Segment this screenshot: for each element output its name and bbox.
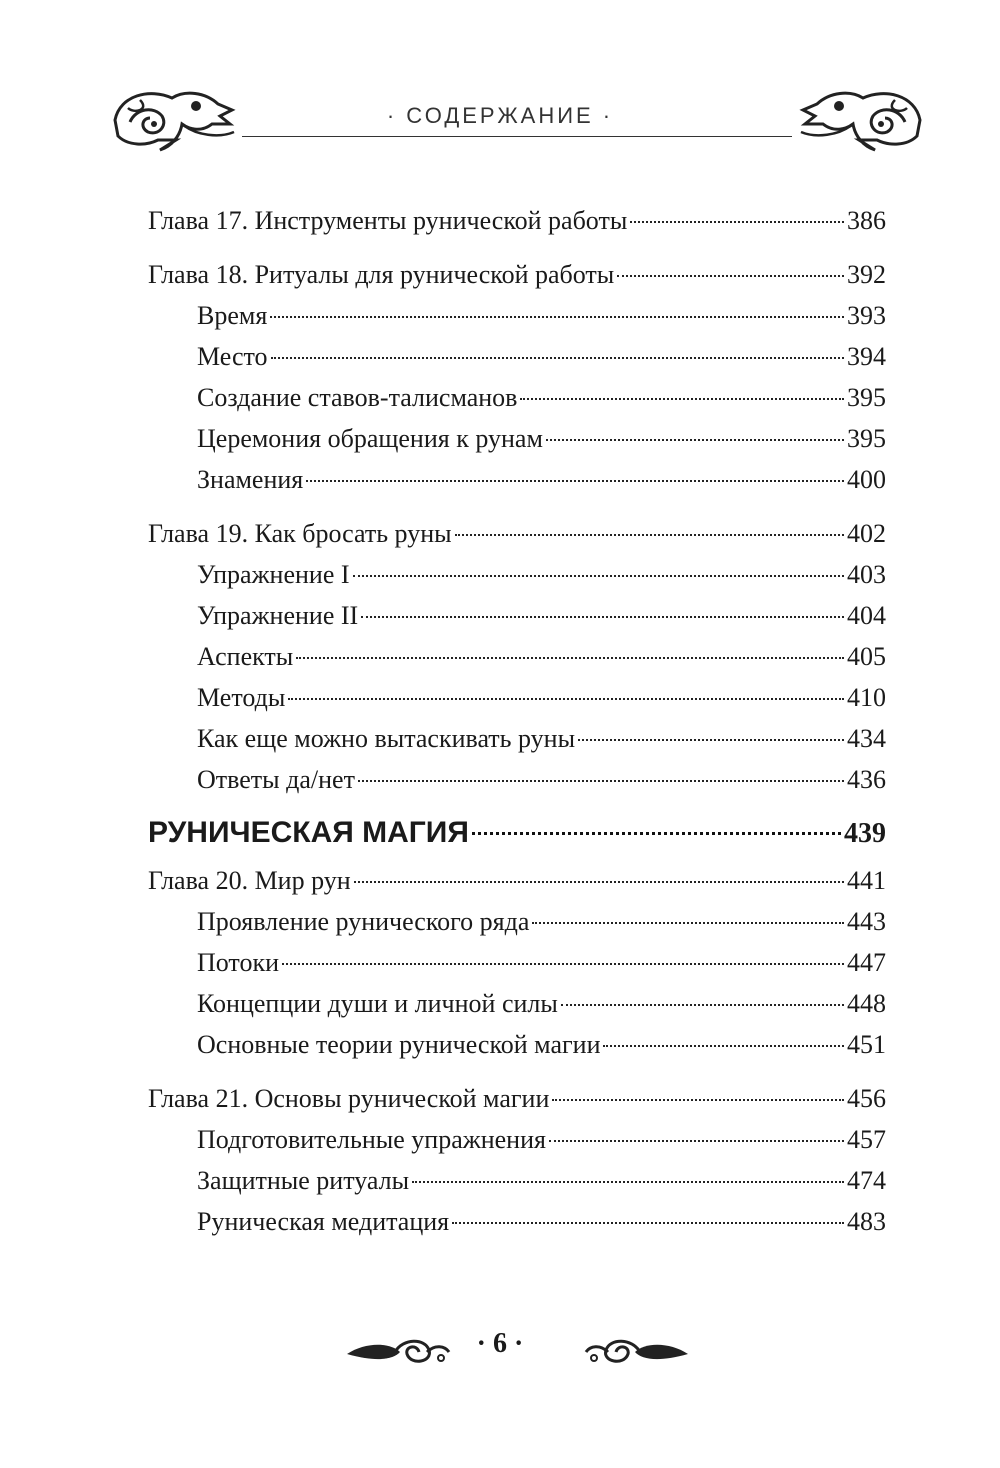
toc-section[interactable] <box>148 554 886 595</box>
toc-page: 447 <box>847 948 886 977</box>
toc-page: 456 <box>847 1084 886 1113</box>
page-footer <box>0 1320 1000 1380</box>
toc-label: Упражнение II <box>197 601 359 630</box>
toc-page: 400 <box>847 465 886 494</box>
toc-page: 393 <box>847 301 886 330</box>
dot-leader <box>532 922 844 924</box>
toc-section[interactable] <box>148 759 886 800</box>
toc-section[interactable] <box>148 377 886 418</box>
toc-page: 404 <box>847 601 886 630</box>
toc-label: Аспекты <box>197 642 294 671</box>
dot-leader <box>578 739 844 741</box>
toc-section[interactable] <box>148 718 886 759</box>
toc-label: Время <box>197 301 268 330</box>
toc-section[interactable] <box>148 1119 886 1160</box>
toc-section[interactable] <box>148 983 886 1024</box>
toc-page: 395 <box>847 383 886 412</box>
dot-leader <box>306 480 844 482</box>
toc-chapter[interactable] <box>148 1078 886 1119</box>
dot-leader <box>455 534 844 536</box>
toc-section[interactable] <box>148 1024 886 1065</box>
celtic-beast-icon <box>795 80 925 160</box>
toc-label: Методы <box>197 683 286 712</box>
toc-label: Церемония обращения к рунам <box>197 424 543 453</box>
table-of-contents <box>148 200 886 1242</box>
toc-page: 402 <box>847 519 886 548</box>
toc-label: РУНИЧЕСКАЯ МАГИЯ <box>148 816 469 849</box>
toc-page: 441 <box>847 866 886 895</box>
toc-chapter[interactable] <box>148 254 886 295</box>
dot-leader <box>520 398 844 400</box>
dot-leader <box>361 616 844 618</box>
toc-page: 483 <box>847 1207 886 1236</box>
dot-leader <box>271 357 844 359</box>
toc-section[interactable] <box>148 942 886 983</box>
toc-page: 474 <box>847 1166 886 1195</box>
toc-page: 439 <box>844 818 886 849</box>
toc-page: 386 <box>847 206 886 235</box>
dot-leader <box>617 275 844 277</box>
toc-page: 451 <box>847 1030 886 1059</box>
toc-label: Защитные ритуалы <box>197 1166 410 1195</box>
page-title: · СОДЕРЖАНИЕ · <box>386 103 614 128</box>
dot-leader <box>472 832 841 835</box>
dot-leader <box>552 1099 844 1101</box>
dot-leader <box>353 575 844 577</box>
dot-leader <box>603 1045 844 1047</box>
toc-label: Потоки <box>197 948 279 977</box>
toc-section[interactable] <box>148 595 886 636</box>
toc-section[interactable] <box>148 418 886 459</box>
toc-label: Создание ставов-талисманов <box>197 383 518 412</box>
toc-label: Концепции души и личной силы <box>197 989 558 1018</box>
dot-leader <box>288 698 844 700</box>
dot-leader <box>358 780 844 782</box>
toc-label: Проявление рунического ряда <box>197 907 530 936</box>
dot-leader <box>412 1181 844 1183</box>
toc-chapter[interactable] <box>148 513 886 554</box>
toc-section[interactable] <box>148 1201 886 1242</box>
dot-leader <box>296 657 844 659</box>
header-divider <box>242 136 792 137</box>
toc-page: 410 <box>847 683 886 712</box>
toc-page: 434 <box>847 724 886 753</box>
dot-leader <box>354 881 844 883</box>
toc-section[interactable] <box>148 336 886 377</box>
toc-label: Глава 17. Инструменты рунической работы <box>148 206 628 235</box>
page-number: · 6 · <box>476 1328 524 1359</box>
knot-ornament-icon <box>580 1332 690 1372</box>
toc-label: Глава 21. Основы рунической магии <box>148 1084 550 1113</box>
toc-label: Место <box>197 342 268 371</box>
toc-section[interactable] <box>148 295 886 336</box>
dot-leader <box>549 1140 844 1142</box>
toc-label: Упражнение I <box>197 560 350 589</box>
toc-label: Глава 19. Как бросать руны <box>148 519 452 548</box>
toc-label: Глава 20. Мир рун <box>148 866 351 895</box>
toc-page: 403 <box>847 560 886 589</box>
toc-section[interactable] <box>148 677 886 718</box>
dot-leader <box>282 963 844 965</box>
toc-page: 457 <box>847 1125 886 1154</box>
toc-section[interactable] <box>148 1160 886 1201</box>
toc-label: Знамения <box>197 465 304 494</box>
toc-page: 405 <box>847 642 886 671</box>
toc-page: 394 <box>847 342 886 371</box>
toc-page: 436 <box>847 765 886 794</box>
toc-part[interactable] <box>148 808 886 858</box>
dot-leader <box>561 1004 844 1006</box>
toc-page: 443 <box>847 907 886 936</box>
toc-label: Основные теории рунической магии <box>197 1030 601 1059</box>
toc-label: Ответы да/нет <box>197 765 355 794</box>
toc-label: Как еще можно вытаскивать руны <box>197 724 576 753</box>
toc-section[interactable] <box>148 636 886 677</box>
dot-leader <box>630 221 844 223</box>
toc-label: Подготовительные упражнения <box>197 1125 546 1154</box>
toc-page: 448 <box>847 989 886 1018</box>
dot-leader <box>546 439 844 441</box>
toc-page: 392 <box>847 260 886 289</box>
page-header <box>0 0 1000 180</box>
dot-leader <box>452 1222 844 1224</box>
toc-label: Глава 18. Ритуалы для рунической работы <box>148 260 615 289</box>
toc-section[interactable] <box>148 901 886 942</box>
dot-leader <box>270 316 844 318</box>
toc-chapter[interactable] <box>148 200 886 241</box>
toc-section[interactable] <box>148 459 886 500</box>
toc-chapter[interactable] <box>148 860 886 901</box>
toc-page: 395 <box>847 424 886 453</box>
toc-label: Руническая медитация <box>197 1207 450 1236</box>
